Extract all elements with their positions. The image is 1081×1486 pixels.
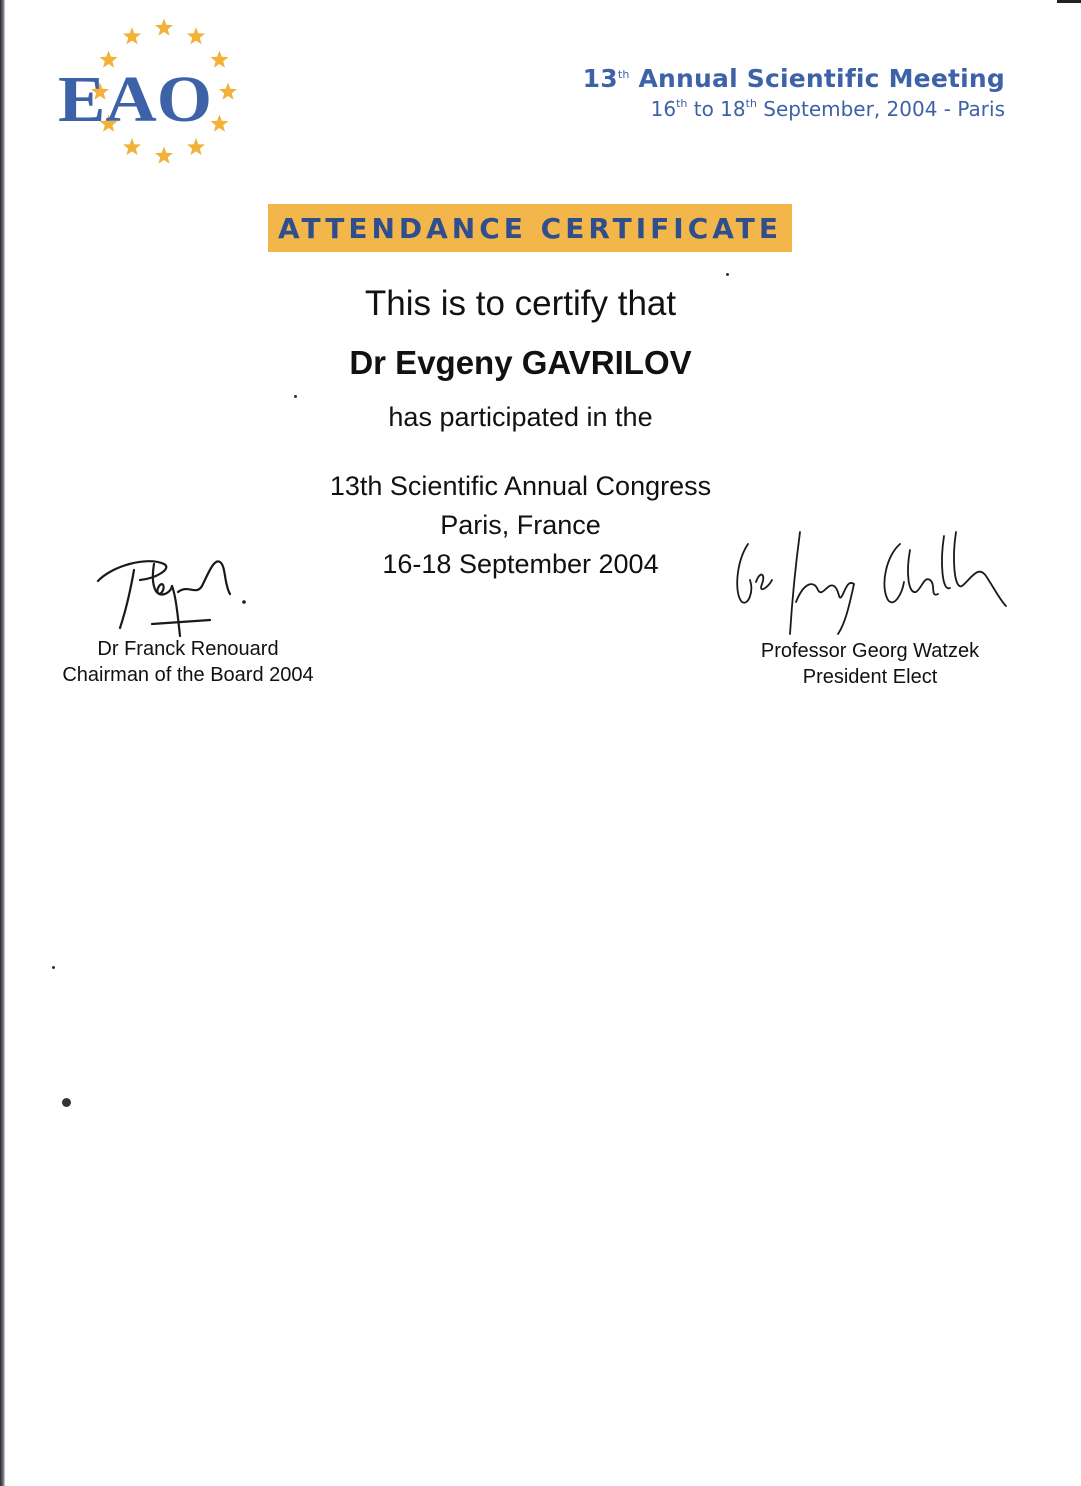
star-icon xyxy=(219,83,237,100)
eao-logo-text: EAO xyxy=(58,63,212,136)
signatory-right xyxy=(730,638,1010,690)
scan-speck xyxy=(294,395,297,398)
star-icon xyxy=(155,147,173,164)
meeting-dates: 16th to 18th September, 2004 - Paris xyxy=(650,97,1005,121)
scan-border xyxy=(0,0,5,1486)
meeting-header xyxy=(583,64,1005,121)
certificate-title: ATTENDANCE CERTIFICATE xyxy=(278,211,782,245)
signature-right xyxy=(730,522,1010,647)
star-icon xyxy=(187,138,205,155)
certificate-banner xyxy=(268,204,792,252)
signatory-right-title: President Elect xyxy=(802,666,938,688)
scan-speck xyxy=(726,273,729,276)
recipient-name: Dr Evgeny GAVRILOV xyxy=(349,344,692,381)
signatory-left xyxy=(40,636,336,688)
star-icon xyxy=(210,51,228,68)
star-icon xyxy=(210,115,228,132)
star-icon xyxy=(123,138,141,155)
certify-text: This is to certify that xyxy=(364,284,677,323)
eao-logo xyxy=(52,14,252,164)
star-icon xyxy=(155,19,173,36)
star-icon xyxy=(187,27,205,44)
congress-name: 13th Scientific Annual Congress xyxy=(329,471,712,501)
signatory-right-name: Professor Georg Watzek xyxy=(760,640,980,662)
congress-location: Paris, France xyxy=(440,510,601,540)
meeting-title: 13th Annual Scientific Meeting xyxy=(582,64,1005,93)
scan-mark xyxy=(1057,0,1081,3)
star-icon xyxy=(123,27,141,44)
signature-left xyxy=(92,548,257,640)
signatory-left-title: Chairman of the Board 2004 xyxy=(62,664,314,686)
signatory-left-name: Dr Franck Renouard xyxy=(97,638,279,660)
congress-dates: 16-18 September 2004 xyxy=(382,549,659,579)
participated-text: has participated in the xyxy=(388,402,653,432)
scan-speck xyxy=(52,966,55,969)
scan-speck xyxy=(62,1098,71,1107)
